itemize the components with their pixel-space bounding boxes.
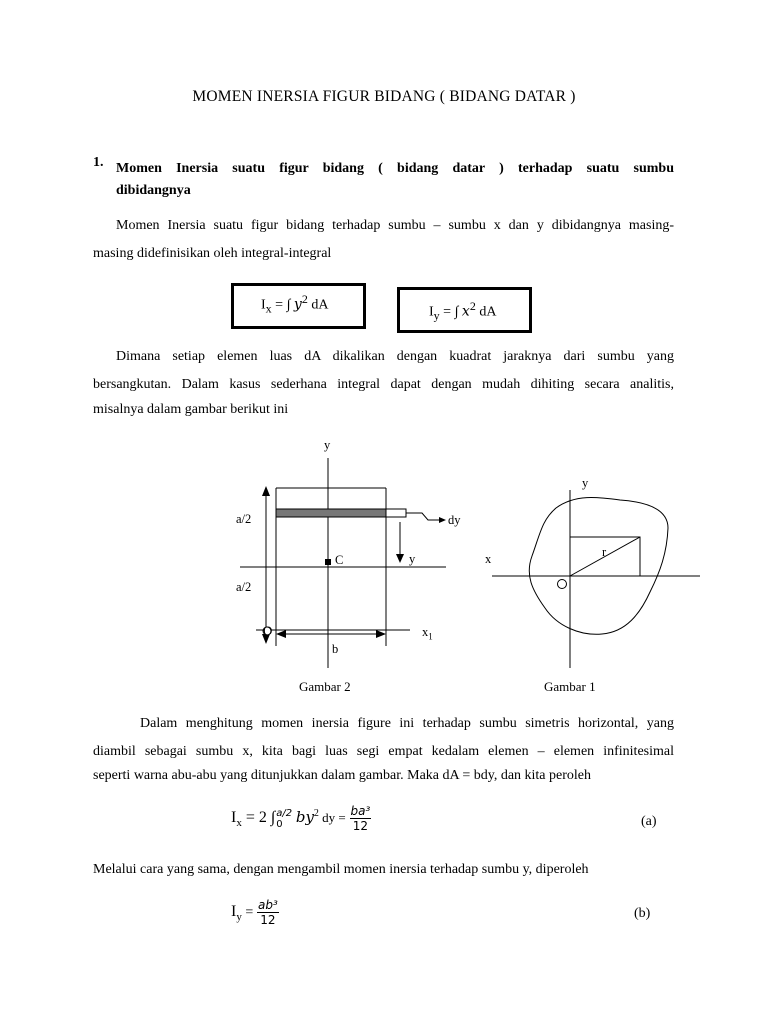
- section-heading-line2: dibidangnya: [116, 183, 191, 198]
- eq-b-symbol: I: [231, 902, 237, 920]
- fig2-label-dy: dy: [448, 513, 461, 527]
- formula-iy-symbol: I: [429, 304, 434, 320]
- eq-a-limits: [276, 808, 292, 830]
- eq-a-body: by: [295, 807, 314, 826]
- eq-b-fraction: [257, 898, 279, 927]
- fig2-label-x1-subscript: 1: [428, 631, 433, 642]
- fig1-irregular-shape: [529, 497, 668, 634]
- equation-a: [231, 804, 371, 833]
- formula-iy-variable: x: [461, 303, 470, 320]
- eq-a-lower-limit: 0: [276, 818, 283, 830]
- equation-b-tag: (b): [634, 906, 651, 921]
- para2-line1: Dimana setiap elemen luas dA dikalikan dengan kuadrat jaraknya dari sumbu yang: [116, 349, 674, 364]
- page-title: MOMEN INERSIA FIGUR BIDANG ( BIDANG DATAR ): [192, 88, 576, 105]
- eq-a-fraction: [350, 804, 372, 833]
- intro-line1: Momen Inersia suatu figur bidang terhadap sumbu – sumbu x dan y dibidangnya masing-: [116, 218, 674, 233]
- para3-line2: diambil sebagai sumbu x, kita bagi luas segi empat kedalam elemen – elemen infinitesimal: [93, 744, 674, 759]
- eq-a-symbol: I: [231, 808, 237, 826]
- formula-ix-variable: y: [293, 296, 302, 313]
- eq-b-numerator: ab³: [257, 898, 278, 912]
- fig2-label-o: O: [263, 623, 273, 638]
- para2-line3: misalnya dalam gambar berikut ini: [93, 402, 289, 417]
- intro-line2: masing didefinisikan oleh integral-integral: [93, 246, 332, 261]
- fig2-label-y-arrow: y: [409, 552, 416, 566]
- eq-a-exponent: 2: [313, 807, 319, 819]
- formula-ix-subscript: x: [265, 301, 272, 316]
- equation-a-tag: (a): [641, 814, 657, 829]
- eq-a-denominator: 12: [352, 819, 369, 833]
- para3-line3: seperti warna abu-abu yang ditunjukkan dalam gambar. Maka dA = bdy, dan kita peroleh: [93, 768, 592, 783]
- fig1-label-r: r: [602, 545, 607, 559]
- fig1-caption: Gambar 1: [544, 679, 596, 694]
- fig2-label-b: b: [332, 642, 339, 656]
- fig1-origin-circle: [558, 580, 567, 589]
- eq-b-subscript: y: [236, 910, 242, 923]
- fig1-label-y: y: [582, 476, 589, 490]
- section-heading-line1: Momen Inersia suatu figur bidang ( bidang datar ) terhadap suatu sumbu: [116, 161, 674, 176]
- formula-iy-subscript: y: [433, 308, 440, 323]
- para3-line1: Dalam menghitung momen inersia figure ini terhadap sumbu simetris horizontal, yang: [140, 716, 674, 731]
- eq-a-upper-limit: a/2: [276, 807, 293, 819]
- formula-ix-integral: = ∫: [271, 297, 294, 313]
- formula-iy-differential: dA: [475, 304, 497, 320]
- formula-ix-exponent: 2: [301, 292, 308, 306]
- fig2-label-y: y: [324, 438, 331, 452]
- fig2-label-a2-bottom: a/2: [236, 580, 252, 594]
- formula-iy-exponent: 2: [469, 299, 476, 313]
- para4: Melalui cara yang sama, dengan mengambil momen inersia terhadap sumbu y, diperoleh: [93, 862, 589, 877]
- eq-a-integral: = 2 ∫: [241, 808, 276, 826]
- eq-a-numerator: ba³: [350, 804, 371, 818]
- eq-b-equals: =: [241, 904, 254, 920]
- para2-line2: bersangkutan. Dalam kasus sederhana integral dapat dengan mudah dihiting secara analitis,: [93, 377, 674, 392]
- fig1-label-x: x: [485, 552, 492, 566]
- fig2-label-x1-base: x: [422, 625, 429, 639]
- eq-a-dy: dy =: [318, 809, 346, 825]
- equation-b: [231, 898, 279, 927]
- formula-ix-differential: dA: [307, 297, 329, 313]
- section-number: 1.: [93, 155, 104, 170]
- eq-a-subscript: x: [236, 816, 242, 829]
- eq-b-denominator: 12: [260, 913, 276, 927]
- fig2-label-a2-top: a/2: [236, 512, 252, 526]
- fig2-label-c: C: [335, 553, 344, 567]
- fig2-caption: Gambar 2: [299, 679, 351, 694]
- formula-ix-symbol: I: [261, 297, 266, 313]
- formula-iy-integral: = ∫: [439, 304, 462, 320]
